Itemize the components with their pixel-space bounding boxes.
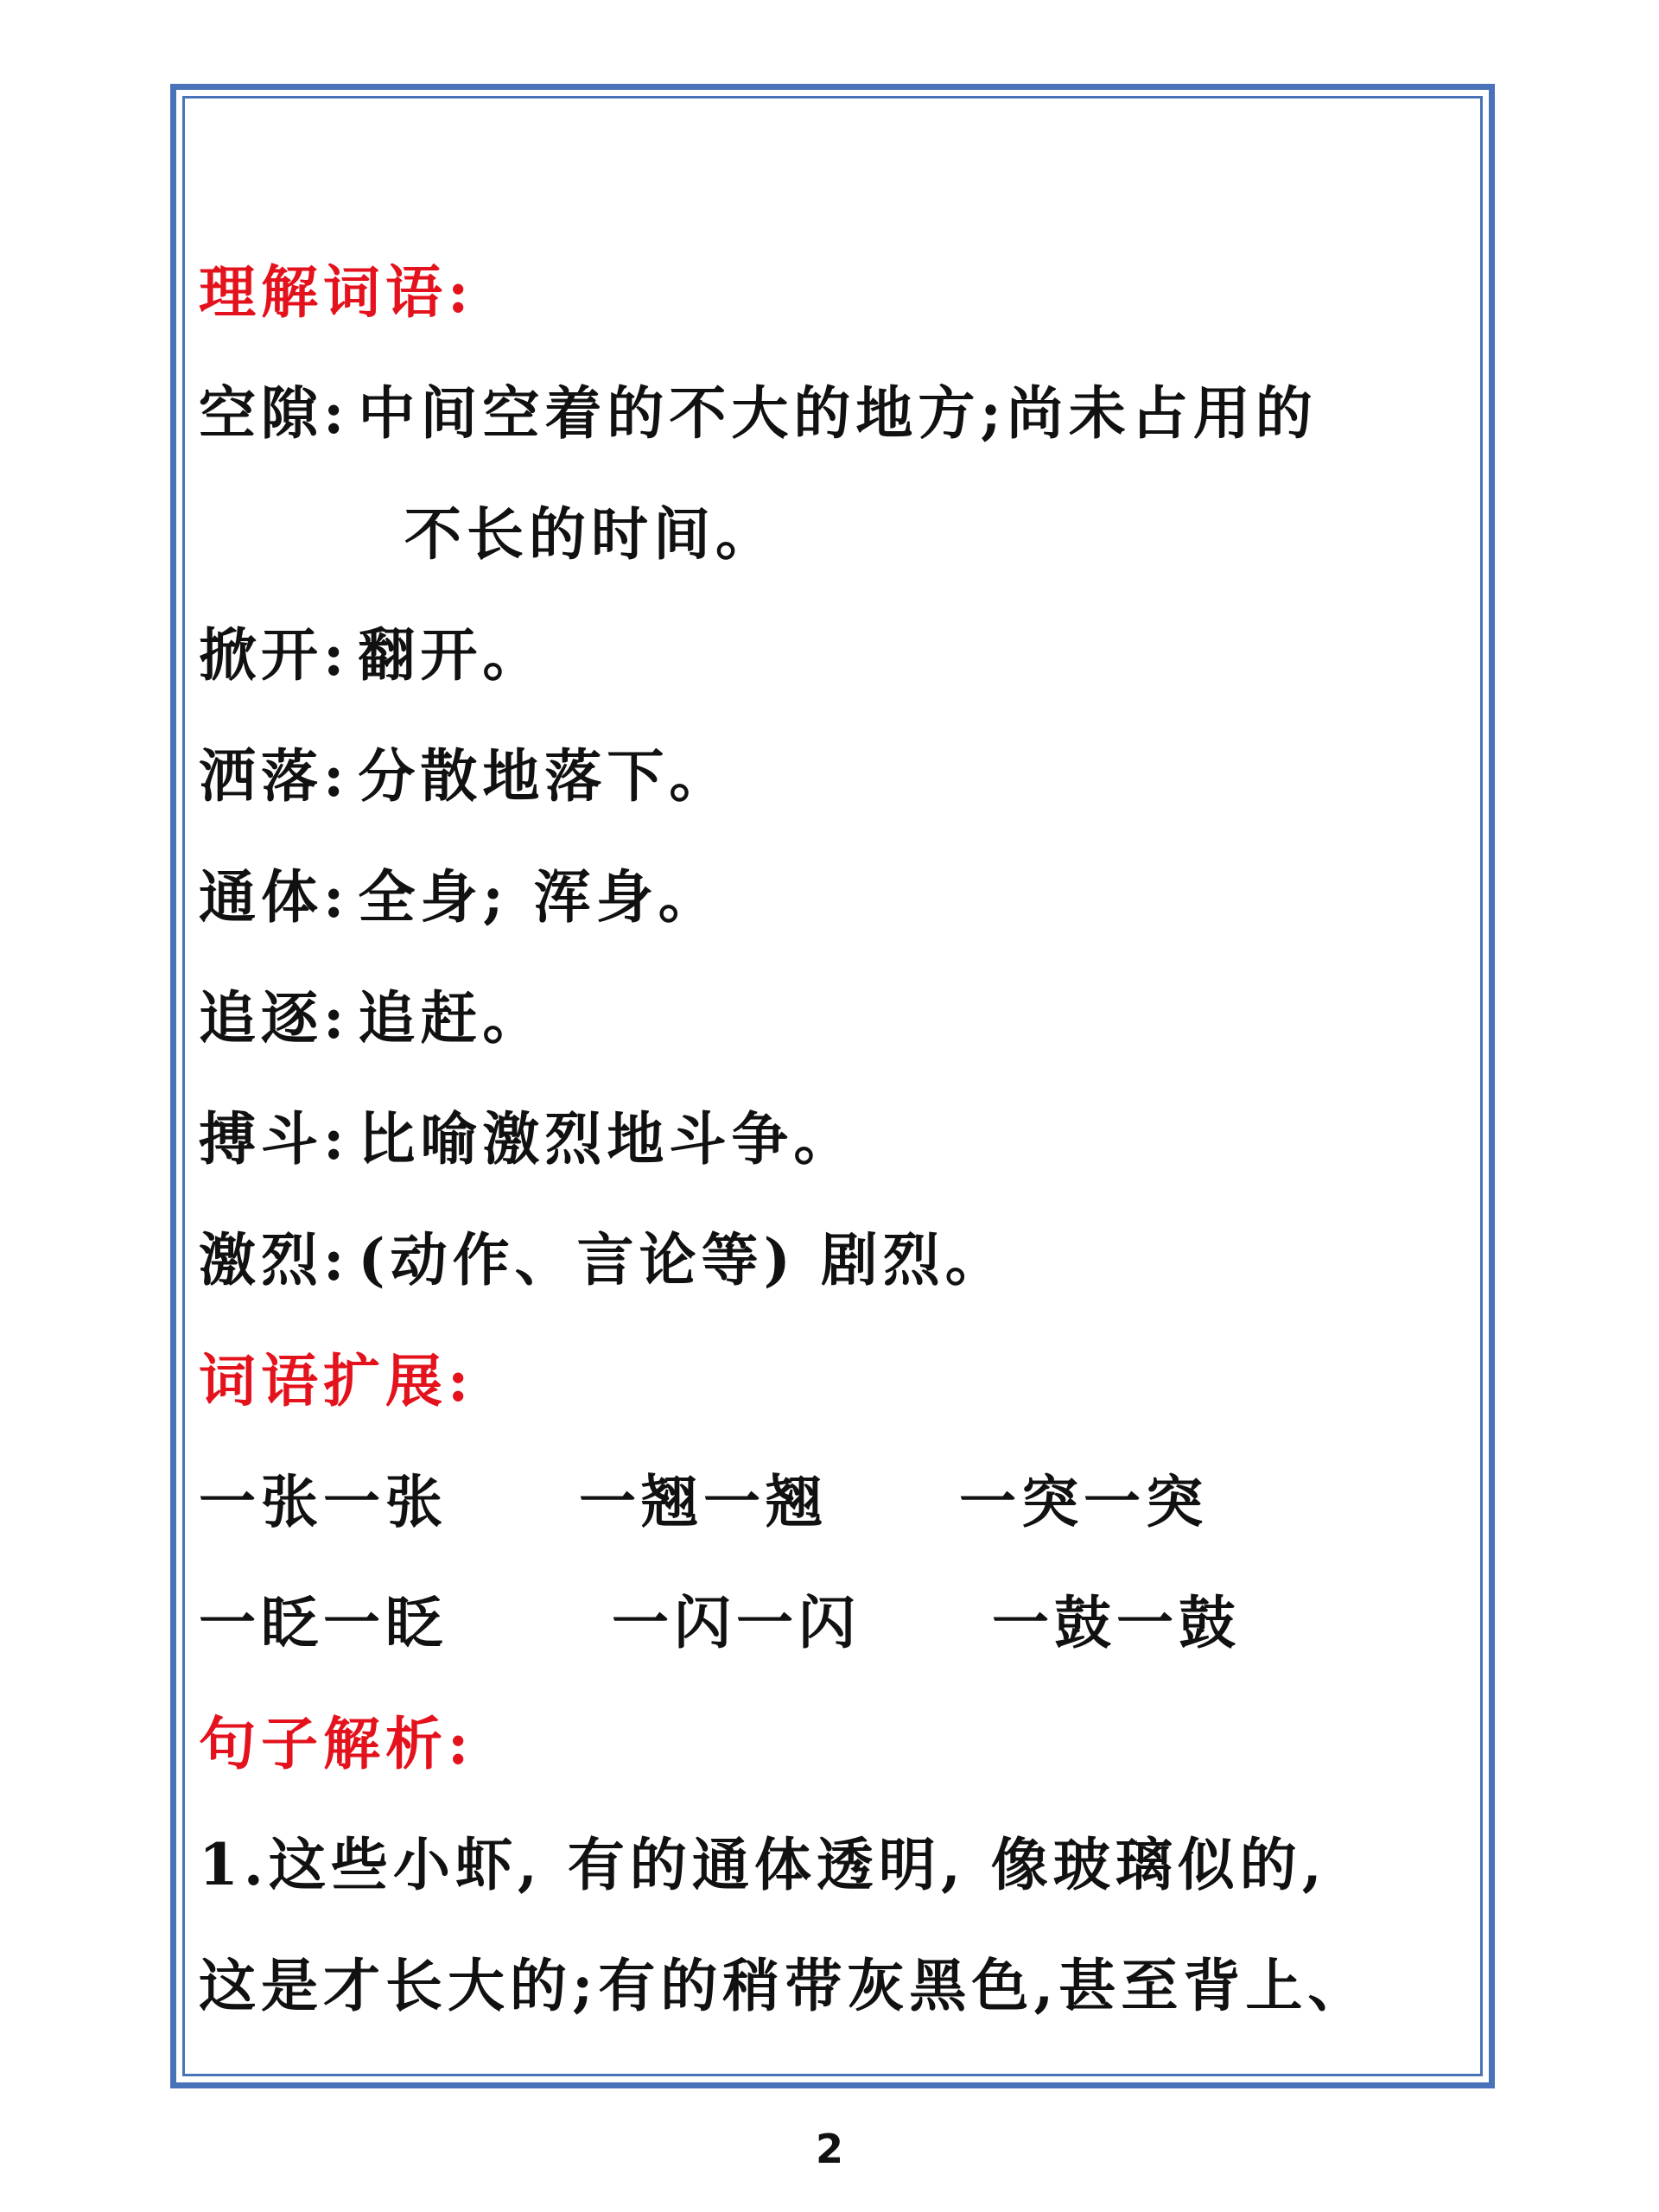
vocab-definition: 中间空着的不大的地方;尚未占用的: [358, 379, 1318, 447]
expansion-phrase: 一鼓一鼓: [992, 1589, 1241, 1656]
expansion-phrase: 一突一突: [959, 1468, 1208, 1535]
vocab-entry: [199, 984, 545, 1052]
analysis-line: 1.这些小虾, 有的通体透明, 像玻璃似的,: [199, 1831, 1327, 1898]
expansion-phrase: 一张一张: [199, 1468, 448, 1535]
vocab-definition: 翻开。: [358, 621, 545, 689]
vocab-definition: (动作、言论等) 剧烈。: [358, 1226, 1007, 1294]
vocab-definition: 比喻激烈地斗争。: [358, 1105, 856, 1173]
vocab-entry: [199, 1105, 856, 1173]
expansion-phrase: 一眨一眨: [199, 1589, 448, 1656]
vocab-definition: 全身; 浑身。: [358, 863, 721, 931]
vocab-colon: :: [323, 863, 350, 931]
vocab-term: 搏斗: [199, 1105, 323, 1173]
analysis-line: 这是才长大的;有的稍带灰黑色,甚至背上、: [199, 1952, 1370, 2019]
vocab-entry: [199, 379, 1318, 447]
vocab-definition: 追赶。: [358, 984, 545, 1052]
vocab-colon: :: [323, 1226, 350, 1294]
vocab-term: 通体: [199, 863, 323, 931]
vocab-term: 洒落: [199, 742, 323, 810]
vocab-colon: :: [323, 1105, 350, 1173]
vocab-definition-continuation: 不长的时间。: [404, 500, 778, 568]
page-number: 2: [815, 2126, 843, 2172]
vocab-term: 激烈: [199, 1226, 323, 1294]
expansion-heading: 词语扩展:: [199, 1347, 474, 1414]
vocab-term: 追逐: [199, 984, 323, 1052]
analysis-heading: 句子解析:: [199, 1710, 474, 1777]
expansion-phrase: 一闪一闪: [612, 1589, 861, 1656]
expansion-phrase: 一翘一翘: [579, 1468, 828, 1535]
vocab-term: 掀开: [199, 621, 323, 689]
vocab-colon: :: [323, 984, 350, 1052]
vocab-heading: 理解词语:: [199, 258, 474, 326]
vocab-entry: [199, 621, 545, 689]
vocab-term: 空隙: [199, 379, 323, 447]
vocab-entry: [199, 742, 732, 810]
vocab-entry: [199, 863, 721, 931]
vocab-colon: :: [323, 379, 350, 447]
vocab-colon: :: [323, 742, 350, 810]
vocab-entry: [199, 1226, 1007, 1294]
vocab-definition: 分散地落下。: [358, 742, 732, 810]
vocab-colon: :: [323, 621, 350, 689]
